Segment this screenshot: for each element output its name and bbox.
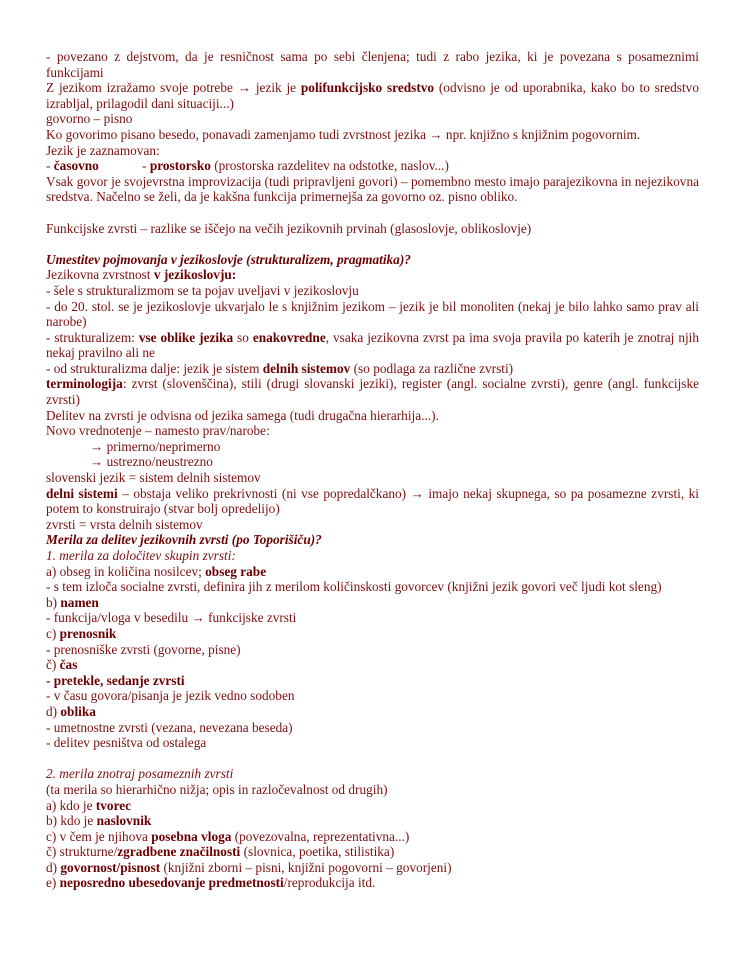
text-run: d): [46, 859, 61, 875]
paragraph: [46, 454, 699, 470]
paragraph: [46, 813, 699, 829]
blank-line: [46, 751, 699, 767]
paragraph: [46, 111, 699, 127]
italic-subheading: 1. merila za določitev skupin zvrsti:: [46, 548, 236, 563]
bold-text: - pretekle, sedanje zvrsti: [46, 672, 185, 688]
text-run: : zvrst (slovenščina), stili (drugi slovanski jeziki), register (angl. socialne zvrsti), genre (angl. funkcijske zvrsti): [46, 376, 699, 408]
text-run: - povezano z dejstvom, da je resničnost sama po sebi členjena; tudi z rabo jezika, ki je povezana s posameznimi funkcijami: [46, 49, 699, 80]
text-run: - prenosniške zvrsti (govorne, pisne): [46, 641, 241, 657]
bold-text: vse oblike jezika: [138, 329, 234, 345]
paragraph: [46, 299, 699, 330]
text-run: - delitev pesništva od ostalega: [46, 735, 207, 751]
paragraph: [46, 423, 699, 439]
paragraph: [46, 408, 699, 424]
text-run: b): [46, 594, 61, 610]
paragraph: [46, 875, 699, 891]
text-run: slovenski jezik = sistem delnih sistemov: [46, 470, 261, 486]
text-run: → primerno/neprimerno: [90, 438, 221, 454]
paragraph: [46, 829, 699, 845]
paragraph: [46, 564, 699, 580]
text-run: -: [98, 158, 150, 174]
text-run: Jezik je zaznamovan:: [46, 142, 160, 158]
text-run: č): [46, 657, 60, 673]
text-run: a) kdo je: [46, 797, 96, 813]
bold-text: polifunkcijsko sredstvo: [300, 80, 435, 96]
paragraph: [46, 782, 699, 798]
text-run: (odvisno je od uporabnika, kako bo to sredstvo izrabljal, prilagodil dani situaciji...): [46, 80, 699, 111]
paragraph: [46, 517, 699, 533]
text-run: → ustrezno/neustrezno: [90, 454, 213, 470]
text-run: - od strukturalizma dalje: jezik je sistem: [46, 360, 263, 376]
paragraph: [46, 657, 699, 673]
bold-text: zgradbene značilnosti: [117, 844, 241, 860]
paragraph: [46, 610, 699, 626]
text-run: govorno – pisno: [46, 111, 133, 127]
paragraph: [46, 143, 699, 159]
text-run: - do 20. stol. se je jezikoslovje ukvarjalo le s knjižnim jezikom – jezik je bil monoliten (nekaj je bilo lahko samo prav ali narobe): [46, 298, 699, 330]
bold-text: tvorec: [95, 797, 132, 813]
bold-text: prenosnik: [59, 625, 117, 641]
paragraph: [46, 174, 699, 205]
text-run: - funkcija/vloga v besedilu → funkcijske zvrsti: [46, 610, 297, 626]
bold-text: delnih sistemov: [262, 360, 351, 376]
text-run: (ta merila so hierarhično nižja; opis in razločevalnost od drugih): [46, 781, 388, 797]
bold-text: neposredno ubesedovanje predmetnosti: [59, 875, 284, 891]
paragraph: [46, 283, 699, 299]
bold-text: enakovredne: [252, 329, 326, 345]
text-run: , vsaka jezikovna zvrst pa ima svoja pravila po katerih je znotraj njih nekaj pravilno ali ne: [46, 329, 699, 361]
text-run: b) kdo je: [46, 813, 97, 829]
paragraph: [46, 860, 699, 876]
paragraph: [46, 376, 699, 407]
italic-subheading: 2. merila znotraj posameznih zvrsti: [46, 766, 234, 782]
blank-line: [46, 205, 699, 221]
paragraph: [46, 439, 699, 455]
bold-text: naslovnik: [96, 813, 152, 829]
bold-text: prostorsko: [149, 158, 211, 174]
paragraph: [46, 735, 699, 751]
bold-text: namen: [60, 594, 99, 610]
bold-text: časovno: [53, 158, 99, 174]
text-run: - s tem izloča socialne zvrsti, definira jih z merilom količinskosti govorcev (knjižni jezik govori več ljudi kot sleng): [46, 579, 662, 595]
paragraph: [46, 158, 699, 174]
text-run: - v času govora/pisanja je jezik vedno sodoben: [46, 688, 295, 704]
paragraph: [46, 673, 699, 689]
text-run: /reprodukcija itd.: [283, 875, 376, 891]
text-run: zvrsti = vrsta delnih sistemov: [46, 516, 203, 532]
text-run: Ko govorimo pisano besedo, ponavadi zamenjamo tudi zvrstnost jezika → npr. knjižno s knjižnim pogovornim.: [46, 126, 641, 142]
paragraph: [46, 844, 699, 860]
bold-text: delni sistemi: [46, 485, 118, 501]
text-run: so: [233, 329, 253, 345]
text-run: (so podlaga za različne zvrsti): [350, 360, 514, 376]
text-run: Funkcijske zvrsti – razlike se iščejo na večih jezikovnih prvinah (glasoslovje, oblikoslovje): [46, 220, 532, 236]
paragraph: [46, 595, 699, 611]
paragraph: [46, 330, 699, 361]
paragraph: [46, 221, 699, 237]
paragraph: [46, 49, 699, 80]
paragraph: [46, 252, 699, 268]
paragraph: [46, 579, 699, 595]
text-run: Z jezikom izražamo svoje potrebe → jezik je: [46, 80, 301, 96]
paragraph: [46, 267, 699, 283]
text-run: - umetnostne zvrsti (vezana, nevezana beseda): [46, 719, 293, 735]
text-run: - šele s strukturalizmom se ta pojav uveljavi v jezikoslovju: [46, 282, 359, 298]
section-heading: Merila za delitev jezikovnih zvrsti (po Toporišiču)?: [46, 532, 322, 548]
paragraph: [46, 798, 699, 814]
bold-text: posebna vloga: [151, 828, 232, 844]
paragraph: [46, 720, 699, 736]
text-run: a) obseg in količina nosilcev;: [46, 563, 206, 579]
text-run: (prostorska razdelitev na odstotke, naslov...): [210, 158, 449, 174]
bold-text: v jezikoslovju:: [153, 267, 237, 283]
paragraph: [46, 361, 699, 377]
blank-line: [46, 236, 699, 252]
text-run: Vsak govor je svojevrstna improvizacija (tudi pripravljeni govori) – pomembno mesto imajo parajezikovna in nejezikovna sredstva. Načelno se želi, da je kakšna funkcija primernejša za govorno oz. pisno obliko.: [46, 173, 699, 205]
bold-text: oblika: [60, 703, 96, 719]
document-body: [46, 49, 699, 891]
paragraph: [46, 127, 699, 143]
bold-text: govornost/pisnost: [60, 859, 161, 875]
text-run: -: [46, 158, 54, 174]
paragraph: [46, 548, 699, 564]
section-heading: Umestitev pojmovanja v jezikoslovje (strukturalizem, pragmatika)?: [46, 251, 411, 267]
text-run: c): [46, 625, 60, 641]
paragraph: [46, 532, 699, 548]
bold-text: čas: [59, 657, 78, 673]
text-run: Delitev na zvrsti je odvisna od jezika samega (tudi drugačna hierarhija...).: [46, 407, 439, 423]
text-run: Jezikovna zvrstnost: [46, 267, 154, 283]
bold-text: obseg rabe: [205, 563, 267, 579]
paragraph: [46, 486, 699, 517]
text-run: (povezovalna, reprezentativna...): [231, 828, 410, 844]
paragraph: [46, 626, 699, 642]
paragraph: [46, 766, 699, 782]
text-run: – obstaja veliko prekrivnosti (ni vse popredalčkano) → imajo nekaj skupnega, so pa posamezne zvrsti, ki potem to konstruirajo (stvar bolj opredelijo): [46, 485, 699, 517]
text-run: č) strukturne/: [46, 844, 118, 860]
text-run: e): [46, 875, 60, 891]
text-run: (slovnica, poetika, stilistika): [240, 844, 395, 860]
paragraph: [46, 688, 699, 704]
paragraph: [46, 642, 699, 658]
text-run: Novo vrednotenje – namesto prav/narobe:: [46, 423, 270, 439]
text-run: (knjižni zborni – pisni, knjižni pogovorni – govorjeni): [160, 859, 452, 875]
paragraph: [46, 470, 699, 486]
text-run: d): [46, 703, 61, 719]
text-run: c) v čem je njihova: [46, 828, 152, 844]
paragraph: [46, 704, 699, 720]
paragraph: [46, 80, 699, 111]
bold-text: terminologija: [46, 376, 123, 392]
text-run: - strukturalizem:: [46, 329, 139, 345]
